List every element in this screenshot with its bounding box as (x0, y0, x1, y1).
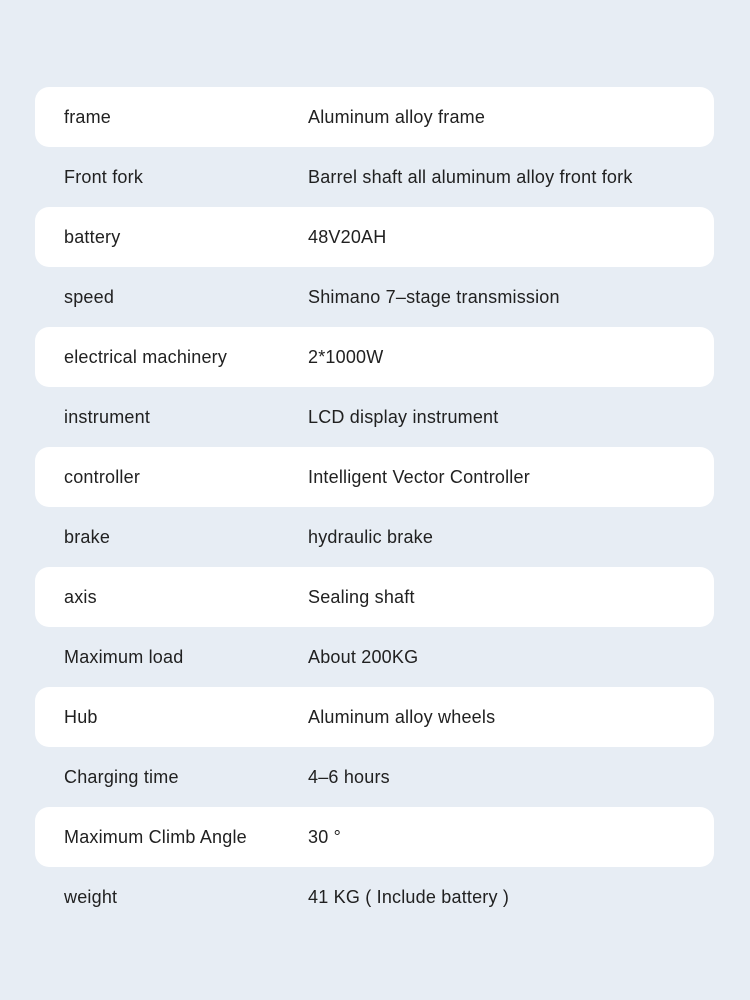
spec-label: electrical machinery (64, 346, 228, 367)
spec-row (35, 507, 714, 567)
spec-row (35, 867, 714, 927)
spec-label: Charging time (64, 766, 179, 787)
spec-label: Maximum load (64, 646, 184, 667)
spec-value: 4–6 hours (308, 766, 390, 787)
spec-label: speed (64, 286, 115, 307)
spec-row (35, 807, 714, 867)
spec-row (35, 267, 714, 327)
spec-label: weight (64, 886, 118, 907)
spec-row (35, 747, 714, 807)
spec-row (35, 567, 714, 627)
spec-value: Aluminum alloy wheels (308, 706, 496, 727)
spec-label: controller (64, 466, 141, 487)
spec-row (35, 87, 714, 147)
spec-label: battery (64, 226, 121, 247)
spec-row (35, 147, 714, 207)
spec-label: Front fork (64, 166, 144, 187)
spec-value: LCD display instrument (308, 406, 499, 427)
spec-value: 2*1000W (308, 346, 384, 367)
spec-value: Intelligent Vector Controller (308, 466, 530, 487)
spec-label: axis (64, 586, 97, 607)
spec-table (35, 87, 714, 927)
spec-value: Aluminum alloy frame (308, 106, 486, 127)
spec-row (35, 687, 714, 747)
spec-value: 30 ° (308, 826, 342, 847)
spec-value: About 200KG (308, 646, 419, 667)
spec-row (35, 387, 714, 447)
spec-label: instrument (64, 406, 151, 427)
spec-value: 41 KG ( Include battery ) (308, 886, 510, 907)
spec-row (35, 447, 714, 507)
spec-value: Shimano 7–stage transmission (308, 286, 560, 307)
spec-label: Maximum Climb Angle (64, 826, 247, 847)
spec-label: frame (64, 106, 112, 127)
spec-value: Barrel shaft all aluminum alloy front fork (308, 166, 633, 187)
spec-row (35, 207, 714, 267)
spec-label: Hub (64, 706, 98, 727)
spec-value: Sealing shaft (308, 586, 415, 607)
spec-label: brake (64, 526, 111, 547)
spec-value: 48V20AH (308, 226, 387, 247)
spec-row (35, 327, 714, 387)
spec-value: hydraulic brake (308, 526, 434, 547)
spec-row (35, 627, 714, 687)
